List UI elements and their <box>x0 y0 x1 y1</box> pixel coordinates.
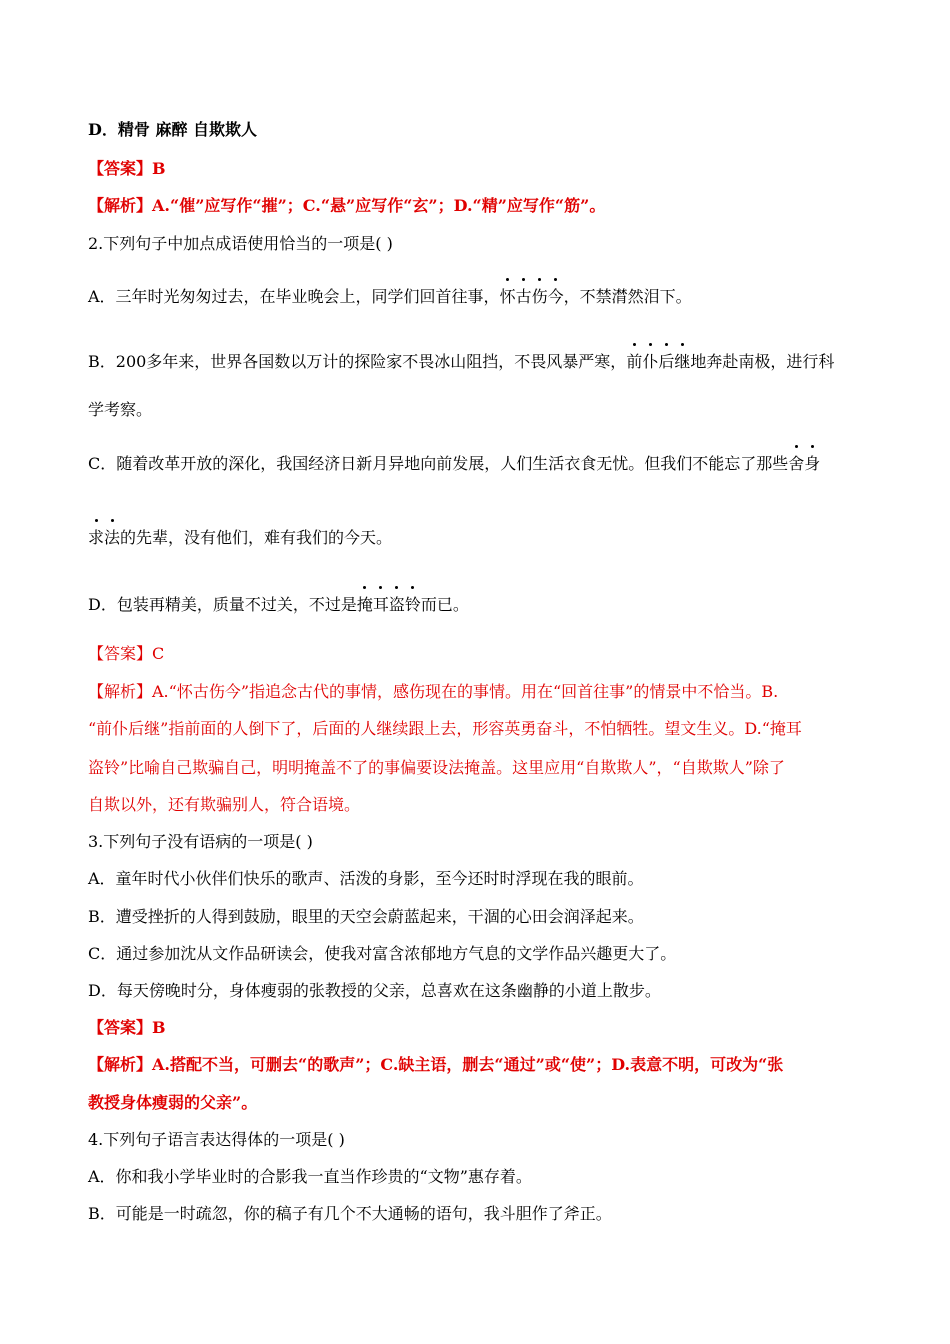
emphasized-char: 身 <box>804 452 820 476</box>
emphasized-char: 伤 <box>532 285 548 309</box>
emphasized-char: 盗 <box>389 593 405 617</box>
emphasized-char: 继 <box>674 350 690 374</box>
q2-option-a <box>88 285 692 309</box>
q3-option-c: C．通过参加沈从文作品研读会，使我对富含浓郁地方气息的文学作品兴趣更大了。 <box>88 944 677 963</box>
q2-option-a-emph <box>500 287 564 306</box>
q2-answer: 【答案】C <box>88 644 165 663</box>
emphasized-char: 仆 <box>642 350 658 374</box>
q3-analysis-2: 教授身体瘦弱的父亲”。 <box>88 1093 258 1112</box>
q2-option-b-emph <box>626 352 690 371</box>
q1-option-d: D．精骨 麻醉 自欺欺人 <box>88 120 258 139</box>
q3-option-b: B．遭受挫折的人得到鼓励，眼里的天空会蔚蓝起来，干涸的心田会润泽起来。 <box>88 907 644 926</box>
q4-stem: 4.下列句子语言表达得体的一项是( ) <box>88 1130 345 1149</box>
q2-option-d-text: D．包装再精美，质量不过关，不过是 <box>88 595 357 614</box>
q2-analysis-3: 盗铃”比喻自己欺骗自己，明明掩盖不了的事偏要设法掩盖。这里应用“自欺欺人”，“自欺欺人”除了 <box>88 758 785 777</box>
q2-option-c-emph <box>788 454 820 473</box>
q4-option-b: B．可能是一时疏忽，你的稿子有几个不大通畅的语句，我斗胆作了斧正。 <box>88 1204 612 1223</box>
q2-option-c-text: C．随着改革开放的深化，我国经济日新月异地向前发展，人们生活衣食无忧。但我们不能忘了那些 <box>88 454 789 473</box>
q2-stem: 2.下列句子中加点成语使用恰当的一项是( ) <box>88 234 393 253</box>
emphasized-char: 法 <box>104 526 120 550</box>
q2-option-a-after: ，不禁潸然泪下。 <box>563 287 692 306</box>
q3-option-d: D．每天傍晚时分，身体瘦弱的张教授的父亲，总喜欢在这条幽静的小道上散步。 <box>88 981 661 1000</box>
q2-option-b-cont: 学考察。 <box>88 400 153 419</box>
q1-answer: 【答案】B <box>88 159 166 178</box>
q3-answer: 【答案】B <box>88 1018 166 1037</box>
q1-analysis: 【解析】A.“催”应写作“摧”；C.“悬”应写作“玄”；D.“精”应写作“筋”。 <box>88 196 606 215</box>
q2-option-c-emph-2 <box>88 528 120 547</box>
q2-option-a-text: A．三年时光匆匆过去，在毕业晚会上，同学们回首往事， <box>88 287 500 306</box>
q2-option-c-after: 的先辈，没有他们，难有我们的今天。 <box>120 528 393 547</box>
emphasized-char: 舍 <box>788 452 804 476</box>
q2-option-c-cont <box>88 526 392 550</box>
q2-option-d-after: 而已。 <box>420 595 469 614</box>
q2-option-d-emph <box>357 595 421 614</box>
q4-option-a: A．你和我小学毕业时的合影我一直当作珍贵的“文物”惠存着。 <box>88 1167 532 1186</box>
q3-stem: 3.下列句子没有语病的一项是( ) <box>88 832 313 851</box>
emphasized-char: 怀 <box>500 285 516 309</box>
q2-option-b-after: 地奔赴南极，进行科 <box>690 352 835 371</box>
emphasized-char: 前 <box>626 350 642 374</box>
emphasized-char: 古 <box>516 285 532 309</box>
emphasized-char: 铃 <box>405 593 421 617</box>
emphasized-char: 今 <box>548 285 564 309</box>
emphasized-char: 后 <box>658 350 674 374</box>
q2-option-d <box>88 593 469 617</box>
q2-analysis-4: 自欺以外，还有欺骗别人，符合语境。 <box>88 795 361 814</box>
q3-option-a: A．童年时代小伙伴们快乐的歌声、活泼的身影，至今还时时浮现在我的眼前。 <box>88 869 644 888</box>
q2-analysis-1: 【解析】A.“怀古伤今”指追念古代的事情，感伤现在的事情。用在“回首往事”的情景中不恰当。B. <box>88 682 779 701</box>
q3-analysis-1: 【解析】A.搭配不当，可删去“的歌声”；C.缺主语，删去“通过”或“使”；D.表意不明，可改为“张 <box>88 1055 784 1074</box>
emphasized-char: 耳 <box>373 593 389 617</box>
emphasized-char: 掩 <box>357 593 373 617</box>
emphasized-char: 求 <box>88 526 104 550</box>
q2-option-b <box>88 350 834 374</box>
q2-option-b-text: B．200多年来，世界各国数以万计的探险家不畏冰山阻挡，不畏风暴严寒， <box>88 352 627 371</box>
q2-option-c <box>88 452 820 476</box>
q2-analysis-2: “前仆后继”指前面的人倒下了，后面的人继续跟上去，形容英勇奋斗，不怕牺牲。望文生义。D.“掩耳 <box>88 719 802 738</box>
